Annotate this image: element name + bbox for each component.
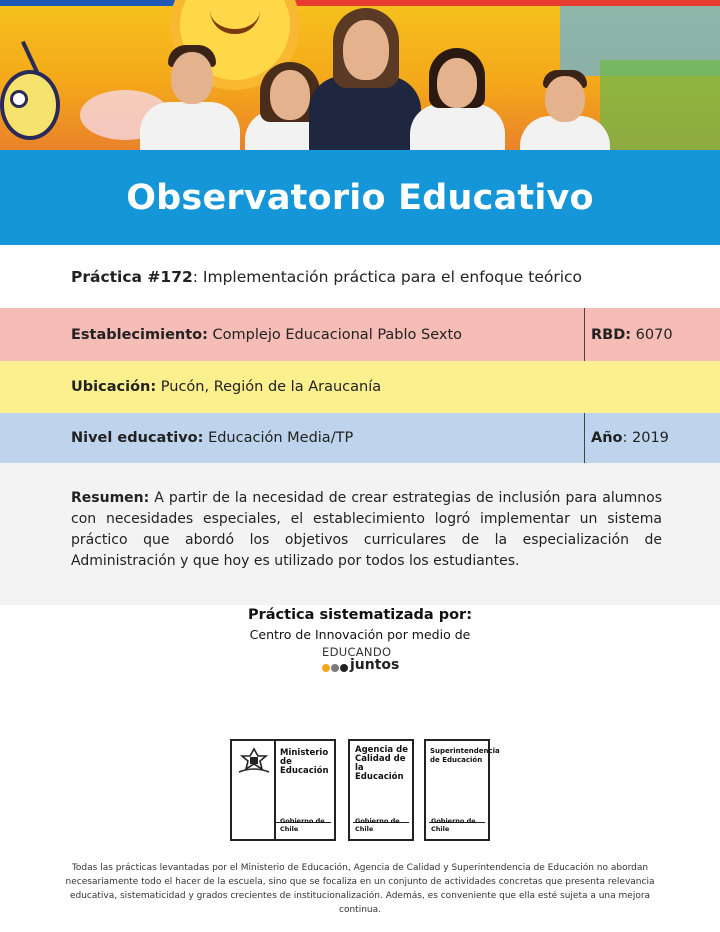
title-band (0, 150, 720, 245)
establecimiento-row (0, 308, 720, 361)
student-1 (135, 40, 245, 150)
mural-bee (0, 70, 60, 140)
hero-photo (0, 0, 720, 150)
logo-agencia-calidad (348, 739, 414, 841)
anio-value: : 2019 (622, 430, 669, 446)
resumen-section (0, 463, 720, 605)
mural-bee-antenna (21, 41, 39, 74)
logo-title: Superintendencia de Educación (430, 747, 500, 764)
establecimiento-label: Establecimiento: (71, 326, 208, 343)
page-title: Observatorio Educativo (126, 178, 594, 218)
resumen-label: Resumen: (71, 490, 150, 506)
logo-footer: Gobierno de Chile (280, 817, 325, 833)
ubicacion-cell (71, 361, 381, 413)
rbd-label: RBD: (591, 326, 632, 343)
nivel-value: Educación Media/TP (208, 430, 354, 446)
ubicacion-label: Ubicación: (71, 379, 157, 395)
establecimiento-cell (71, 308, 462, 361)
resumen-text: A partir de la necesidad de crear estrategias de inclusión para alumnos con necesidades especiales, el establecimiento logró implementar un sistema práctico que abordó los objetivos curriculares de la especialización de Administración y que hoy es utilizado por todos los estudiantes. (71, 490, 663, 569)
logo-ministerio-educacion (230, 739, 336, 841)
logo-bottom-text: juntos (350, 657, 400, 673)
practice-label: Práctica #172 (71, 267, 193, 286)
logo-dot-black (340, 664, 348, 672)
row-divider (584, 308, 585, 361)
ubicacion-value: Pucón, Región de la Araucanía (160, 379, 382, 395)
resumen-paragraph (71, 488, 662, 572)
logo-footer: Gobierno de Chile (431, 817, 476, 833)
rbd-value: 6070 (635, 326, 673, 343)
logo-vertical-divider (274, 741, 276, 839)
logo-superintendencia (424, 739, 500, 841)
nivel-label: Nivel educativo: (71, 430, 204, 446)
logo-title: Agencia de Calidad de la Educación (355, 745, 408, 782)
sistematizada-block (0, 606, 720, 642)
logo-title: Ministerio de Educación (280, 748, 329, 776)
logo-dot-orange (322, 664, 330, 672)
student-3 (405, 46, 510, 150)
rbd-cell (591, 308, 673, 361)
logo-top-text: EDUCANDO (322, 645, 392, 659)
nivel-cell (71, 413, 353, 463)
logo-footer: Gobierno de Chile (355, 817, 400, 833)
practice-row (0, 245, 720, 308)
student-4 (515, 68, 615, 150)
mural-green-area (600, 60, 720, 150)
educando-juntos-logo (322, 646, 402, 676)
logo-dot-grey (331, 664, 339, 672)
practice-text: : Implementación práctica para el enfoque teórico (192, 267, 583, 286)
nivel-row (0, 413, 720, 463)
chile-coat-of-arms-icon (236, 746, 272, 776)
anio-label: Año (591, 430, 623, 446)
disclaimer-text: Todas las prácticas levantadas por el Ministerio de Educación, Agencia de Calidad y Superintendencia de Educación no abordan necesariamente todo el hacer de la escuela, sino que se focaliza en un conjunto de actividades concretas que presenta relevancia educativa, sistematicidad y grados crecientes de institucionalización. Además, es conveniente que ella esté sujeta a una mejora continua. (65, 863, 655, 915)
ubicacion-row (0, 361, 720, 413)
anio-cell (591, 413, 669, 463)
sistematizada-title: Práctica sistematizada por: (247, 607, 472, 623)
mural-bee-eye (10, 90, 28, 108)
establecimiento-value: Complejo Educacional Pablo Sexto (212, 326, 463, 343)
practice-line (71, 245, 582, 308)
sistematizada-subtitle: Centro de Innovación por medio de (249, 627, 471, 642)
row-divider (584, 413, 585, 463)
